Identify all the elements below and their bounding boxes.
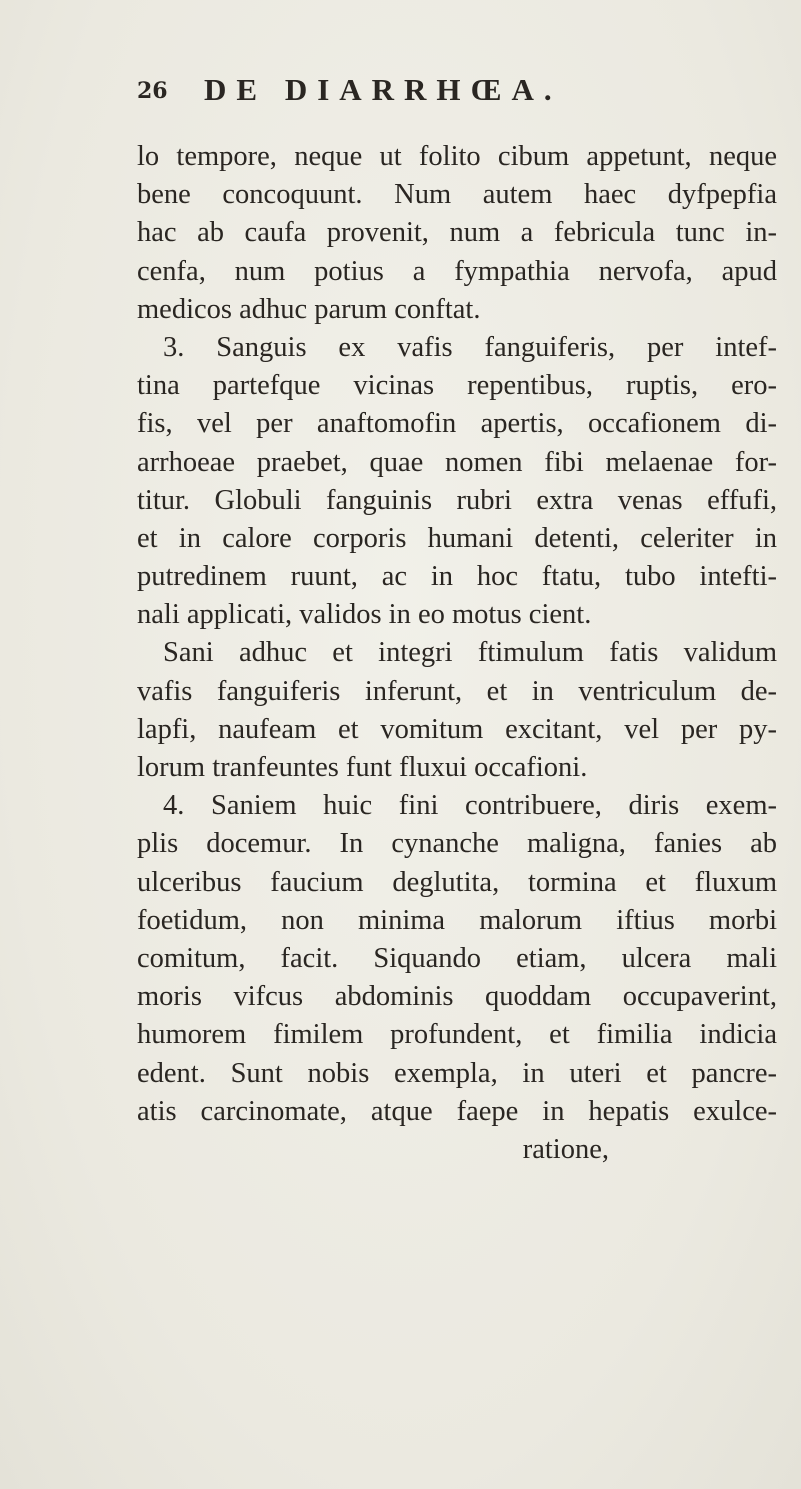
catchword-line: ratione, — [522, 1133, 609, 1165]
text-line: comitum, facit. Siquando etiam, ulcera mali — [137, 942, 777, 974]
paragraph-start: Sani adhuc et integri ftimulum fatis validum — [163, 637, 777, 669]
text-line: et in calore corporis humani detenti, celeriter in — [137, 522, 777, 554]
text-line: putredinem ruunt, ac in hoc ftatu, tubo intefti- — [137, 561, 777, 593]
running-title: DE DIARRHŒA. — [204, 72, 562, 107]
text-line: atis carcinomate, atque faepe in hepatis exulce- — [137, 1095, 777, 1127]
text-line: fis, vel per anaftomofin apertis, occafionem di- — [137, 408, 777, 440]
text-line: hac ab caufa provenit, num a febricula tunc in- — [137, 217, 777, 249]
body-text — [137, 138, 777, 1169]
text-line: arrhoeae praebet, quae nomen fibi melaenae for- — [137, 446, 777, 478]
text-line: tina partefque vicinas repentibus, ruptis, ero- — [137, 370, 777, 402]
page-number: 26 — [137, 78, 168, 104]
text-line: vafis fanguiferis inferunt, et in ventriculum de- — [137, 675, 777, 707]
text-line: nali applicati, validos in eo motus cient. — [137, 599, 592, 631]
text-line: humorem fimilem profundent, et fimilia indicia — [137, 1019, 777, 1051]
text-line: plis docemur. In cynanche maligna, fanies ab — [137, 828, 777, 860]
text-line: foetidum, non minima malorum iftius morbi — [137, 904, 777, 936]
text-line: titur. Globuli fanguinis rubri extra venas effufi, — [137, 484, 777, 516]
running-head — [0, 72, 801, 112]
text-line: edent. Sunt nobis exempla, in uteri et pancre- — [137, 1057, 777, 1089]
text-line: lapfi, naufeam et vomitum excitant, vel per py- — [137, 713, 777, 745]
text-line: cenfa, num potius a fympathia nervofa, apud — [137, 255, 777, 287]
text-line: ulceribus faucium deglutita, tormina et fluxum — [137, 866, 777, 898]
text-line: bene concoquunt. Num autem haec dyfpepfia — [137, 179, 777, 211]
text-line: moris vifcus abdominis quoddam occupaverint, — [137, 981, 777, 1013]
text-line: lo tempore, neque ut folito cibum appetunt, neque — [137, 141, 777, 172]
text-line: medicos adhuc parum conftat. — [137, 293, 481, 325]
paragraph-start: 4. Saniem huic fini contribuere, diris exem- — [163, 790, 777, 822]
text-line: lorum tranfeuntes funt fluxui occafioni. — [137, 752, 588, 783]
paragraph-start: 3. Sanguis ex vafis fanguiferis, per intef- — [163, 331, 777, 363]
